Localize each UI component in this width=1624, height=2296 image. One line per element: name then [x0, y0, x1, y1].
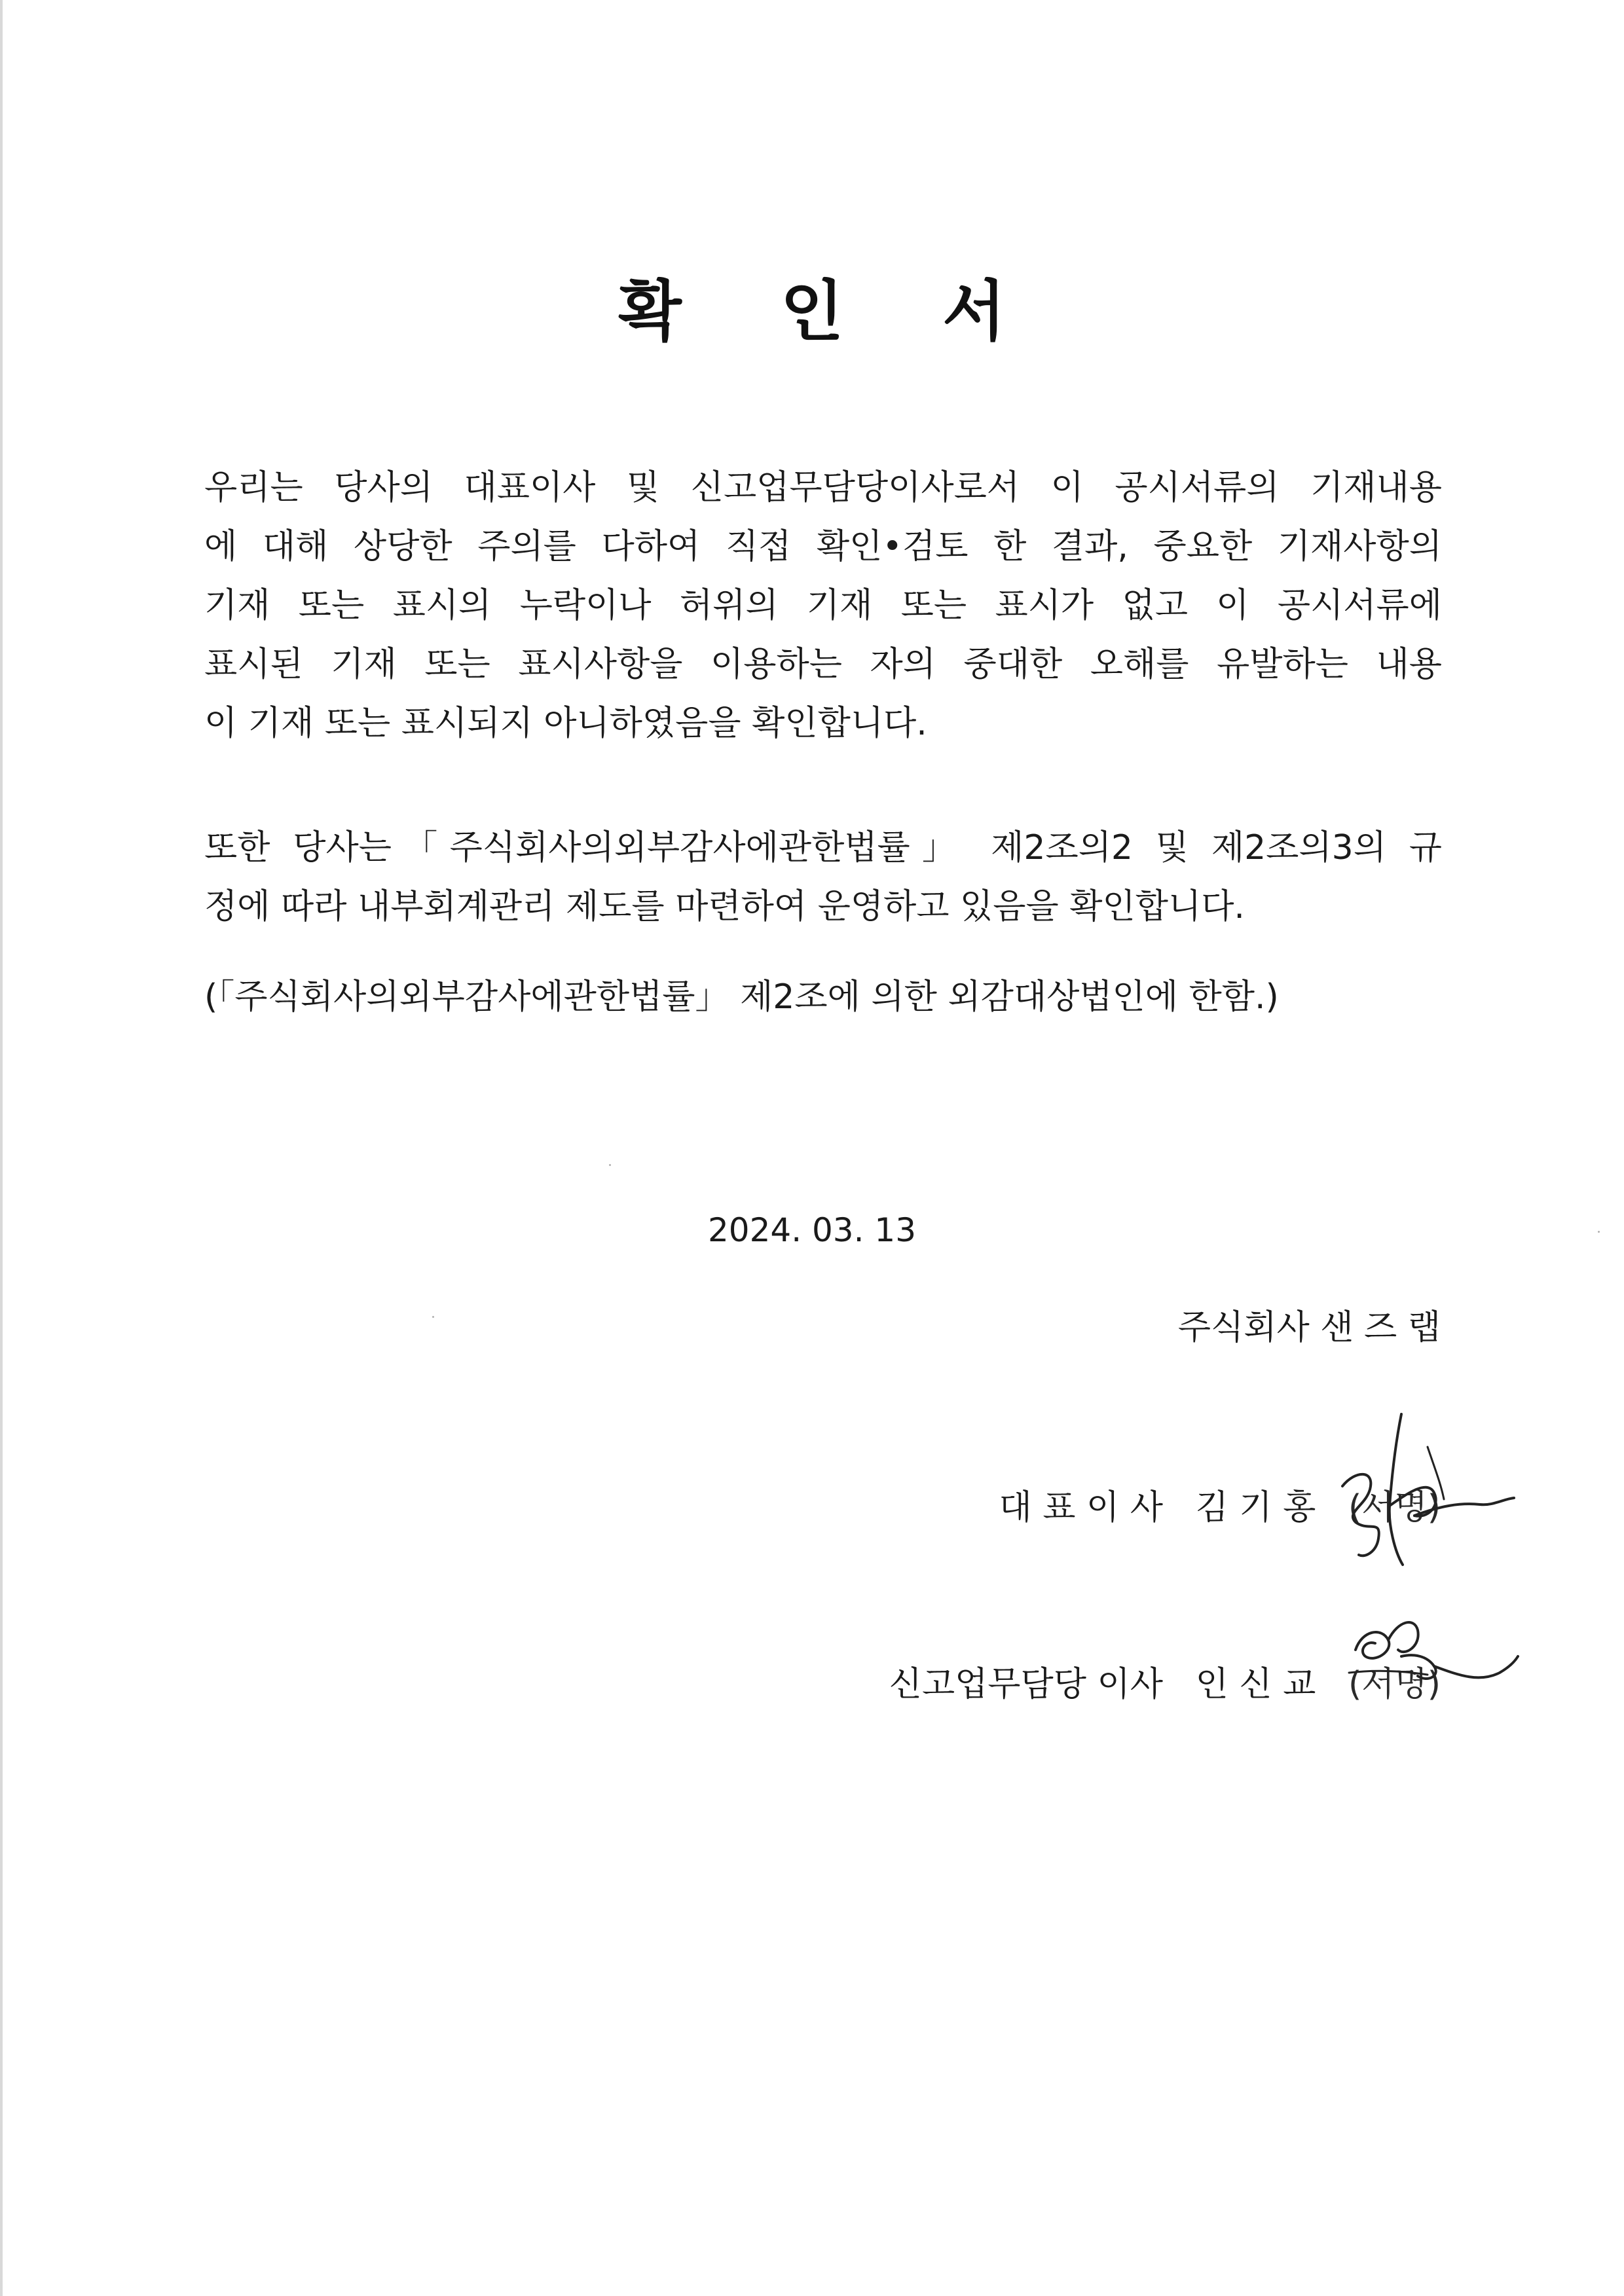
signatory-name: 김 기 홍 — [1195, 1488, 1316, 1527]
internal-control-paragraph — [204, 818, 1442, 936]
confirmation-paragraph — [204, 458, 1442, 753]
signatory-role: 신고업무담당 이사 — [889, 1665, 1163, 1704]
paragraph-line: 기재 또는 표시의 누락이나 허위의 기재 또는 표시가 없고 이 공시서류에 — [204, 586, 1442, 625]
signatory-name: 인 신 교 — [1195, 1665, 1316, 1704]
signatory-ceo — [999, 1480, 1441, 1529]
scan-speck — [609, 1164, 611, 1166]
paragraph-line: 우리는 당사의 대표이사 및 신고업무담당이사로서 이 공시서류의 기재내용 — [204, 468, 1442, 507]
scan-speck — [432, 1316, 434, 1318]
paragraph-line: 에 대해 상당한 주의를 다하여 직접 확인•검토 한 결과, 중요한 기재사항의 — [204, 527, 1442, 566]
document-title: 확 인 서 — [618, 273, 1044, 350]
scope-note — [204, 968, 1442, 1027]
paragraph-line: 또한 당사는「주식회사의외부감사에관한법률」 제2조의2 및 제2조의3의 규 — [204, 828, 1442, 867]
paragraph-line: 표시된 기재 또는 표시사항을 이용하는 자의 중대한 오해를 유발하는 내용 — [204, 645, 1442, 684]
paragraph-line: (「주식회사의외부감사에관한법률」 제2조에 의한 외감대상법인에 한함.) — [204, 977, 1279, 1017]
sign-label: (서명) — [1348, 1665, 1441, 1704]
paragraph-line: 정에 따라 내부회계관리 제도를 마련하여 운영하고 있음을 확인합니다. — [204, 887, 1245, 926]
company-name: 주식회사 샌 즈 랩 — [1177, 1308, 1441, 1347]
signatory-disclosure-officer — [889, 1656, 1441, 1705]
sign-label: (서명) — [1348, 1488, 1441, 1527]
paragraph-line: 이 기재 또는 표시되지 아니하였음을 확인합니다. — [204, 704, 927, 743]
signatory-role: 대 표 이 사 — [999, 1488, 1163, 1527]
document-date: 2024. 03. 13 — [707, 1211, 917, 1249]
